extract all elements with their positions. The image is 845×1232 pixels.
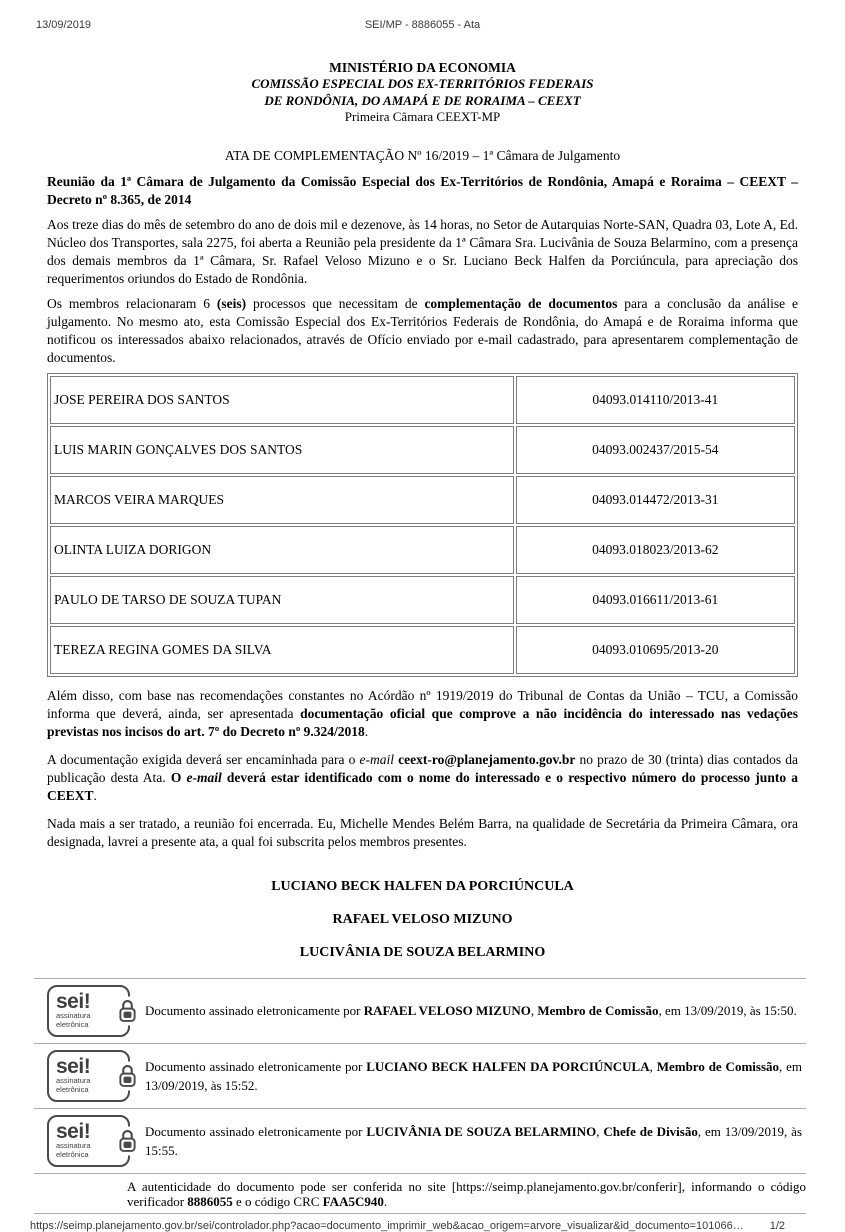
sei-seal-caption-line2: eletrônica xyxy=(56,1149,89,1159)
table-row xyxy=(50,576,795,624)
table-row xyxy=(50,376,795,424)
cell-process-number: 04093.014110/2013-41 xyxy=(516,376,795,424)
signature-text: Documento assinado eletronicamente por LUCIVÂNIA DE SOUZA BELARMINO, Chefe de Divisão, em 13/09/2019, às 15:55. xyxy=(145,1123,802,1158)
process-table xyxy=(47,373,798,677)
lock-icon xyxy=(117,996,138,1025)
signature-block xyxy=(34,1108,806,1173)
footer-url: https://seimp.planejamento.gov.br/sei/controlador.php?acao=documento_imprimir_web&acao_origem=arvore_visualizar&id_documento=101066… xyxy=(30,1219,744,1232)
cell-process-number: 04093.016611/2013-61 xyxy=(516,576,795,624)
cell-interested-name: TEREZA REGINA GOMES DA SILVA xyxy=(50,626,514,674)
signer-name: LUCIVÂNIA DE SOUZA BELARMINO xyxy=(299,944,546,960)
print-window-title: SEI/MP - 8886055 - Ata xyxy=(364,19,481,31)
sei-seal xyxy=(47,1050,130,1102)
cell-interested-name: OLINTA LUIZA DORIGON xyxy=(50,526,514,574)
electronic-signatures xyxy=(34,978,806,1214)
commission-line-2: DE RONDÔNIA, DO AMAPÁ E DE RORAIMA – CEEXT xyxy=(264,92,581,108)
print-header xyxy=(0,0,845,33)
cell-interested-name: PAULO DE TARSO DE SOUZA TUPAN xyxy=(50,576,514,624)
cell-process-number: 04093.014472/2013-31 xyxy=(516,476,795,524)
table-row xyxy=(50,476,795,524)
sei-seal-caption-line1: assinatura xyxy=(56,1140,91,1150)
page-indicator: 1/2 xyxy=(769,1219,785,1232)
sei-logo: sei! xyxy=(56,1054,91,1078)
lock-icon xyxy=(117,1126,138,1155)
sei-logo: sei! xyxy=(56,989,91,1013)
signer-name: RAFAEL VELOSO MIZUNO xyxy=(332,911,513,927)
sei-seal xyxy=(47,985,130,1037)
cell-process-number: 04093.002437/2015-54 xyxy=(516,426,795,474)
signature-text: Documento assinado eletronicamente por LUCIANO BECK HALFEN DA PORCIÚNCULA, Membro de Comissão, em 13/09/2019, às 15:52. xyxy=(145,1058,802,1093)
print-date: 13/09/2019 xyxy=(36,19,92,31)
cell-interested-name: MARCOS VEIRA MARQUES xyxy=(50,476,514,524)
table-row xyxy=(50,626,795,674)
paragraph-processes-intro: Os membros relacionaram 6 (seis) processos que necessitam de complementação de documentos para a conclusão da análise e julgamento. No mesmo ato, esta Comissão Especial dos Ex-Territórios Federais de Rondônia, do Amapá e de Roraima informa que notificou os interessados abaixo relacionados, através de Ofício enviado por e-mail cadastrado, para apresentarem complementação de documentos. xyxy=(47,295,798,365)
sei-logo: sei! xyxy=(56,1119,91,1143)
signature-block xyxy=(34,1043,806,1108)
document-letterhead xyxy=(47,59,798,126)
sei-seal-caption-line1: assinatura xyxy=(56,1010,91,1020)
authenticity-note xyxy=(34,1173,806,1214)
print-footer xyxy=(30,1220,785,1232)
cell-interested-name: JOSE PEREIRA DOS SANTOS xyxy=(50,376,514,424)
cell-interested-name: LUIS MARIN GONÇALVES DOS SANTOS xyxy=(50,426,514,474)
signature-text: Documento assinado eletronicamente por RAFAEL VELOSO MIZUNO, Membro de Comissão, em 13/09/2019, às 15:50. xyxy=(145,1003,797,1018)
ministry-title: MINISTÉRIO DA ECONOMIA xyxy=(329,60,516,75)
document-title: ATA DE COMPLEMENTAÇÃO Nº 16/2019 – 1ª Câmara de Julgamento xyxy=(224,147,621,163)
chamber-line: Primeira Câmara CEEXT-MP xyxy=(344,109,501,124)
commission-line-1: COMISSÃO ESPECIAL DOS EX-TERRITÓRIOS FEDERAIS xyxy=(251,76,594,91)
signer-name: LUCIANO BECK HALFEN DA PORCIÚNCULA xyxy=(271,878,574,894)
authenticity-text: A autenticidade do documento pode ser conferida no site [https://seimp.planejamento.gov.br/conferir], informando o código verificador 8886055 e o código CRC FAA5C940. xyxy=(127,1178,806,1209)
table-row xyxy=(50,526,795,574)
cell-process-number: 04093.018023/2013-62 xyxy=(516,526,795,574)
sei-seal xyxy=(47,1115,130,1167)
signature-block xyxy=(34,978,806,1043)
lock-icon xyxy=(117,1061,138,1090)
sei-seal-caption-line1: assinatura xyxy=(56,1075,91,1085)
document-page xyxy=(47,59,806,1214)
signer-names xyxy=(47,879,798,960)
paragraph-meeting-heading: Reunião da 1ª Câmara de Julgamento da Comissão Especial dos Ex-Territórios de Rondônia, Amapá e Roraima – CEEXT – Decreto nº 8.365, de 2014 xyxy=(47,173,798,207)
paragraph-opening: Aos treze dias do mês de setembro do ano de dois mil e dezenove, às 14 horas, no Setor de Autarquias Norte-SAN, Quadra 03, Lote A, Ed. Núcleo dos Transportes, sala 2275, foi aberta a Reunião pela presidente da 1ª Câmara Sra. Lucivânia de Souza Belarmino, com a presença dos demais membros da 1ª Câmara, Sr. Rafael Veloso Mizuno e o Sr. Luciano Beck Halfen da Porciúncula, para apreciação dos requerimentos oriundos do Estado de Rondônia. xyxy=(47,216,798,286)
cell-process-number: 04093.010695/2013-20 xyxy=(516,626,795,674)
sei-seal-caption-line2: eletrônica xyxy=(56,1084,89,1094)
paragraph-closing: Nada mais a ser tratado, a reunião foi encerrada. Eu, Michelle Mendes Belém Barra, na qualidade de Secretária da Primeira Câmara, ora designada, lavrei a presente ata, a qual foi subscrita pelos membros presentes. xyxy=(47,815,798,849)
sei-seal-caption-line2: eletrônica xyxy=(56,1019,89,1029)
paragraph-email-instructions: A documentação exigida deverá ser encaminhada para o e-mail ceext-ro@planejamento.gov.br no prazo de 30 (trinta) dias contados da publicação desta Ata. O e-mail deverá estar identificado com o nome do interessado e o respectivo número do processo junto a CEEXT. xyxy=(47,751,799,803)
paragraph-tcu-recommendation: Além disso, com base nas recomendações constantes no Acórdão nº 1919/2019 do Tribunal de Contas da União – TCU, a Comissão informa que deverá, ainda, ser apresentada documentação oficial que comprove a não incidência do interessado nas vedações previstas nos incisos do art. 7º do Decreto nº 9.324/2018. xyxy=(47,687,798,739)
table-row xyxy=(50,426,795,474)
